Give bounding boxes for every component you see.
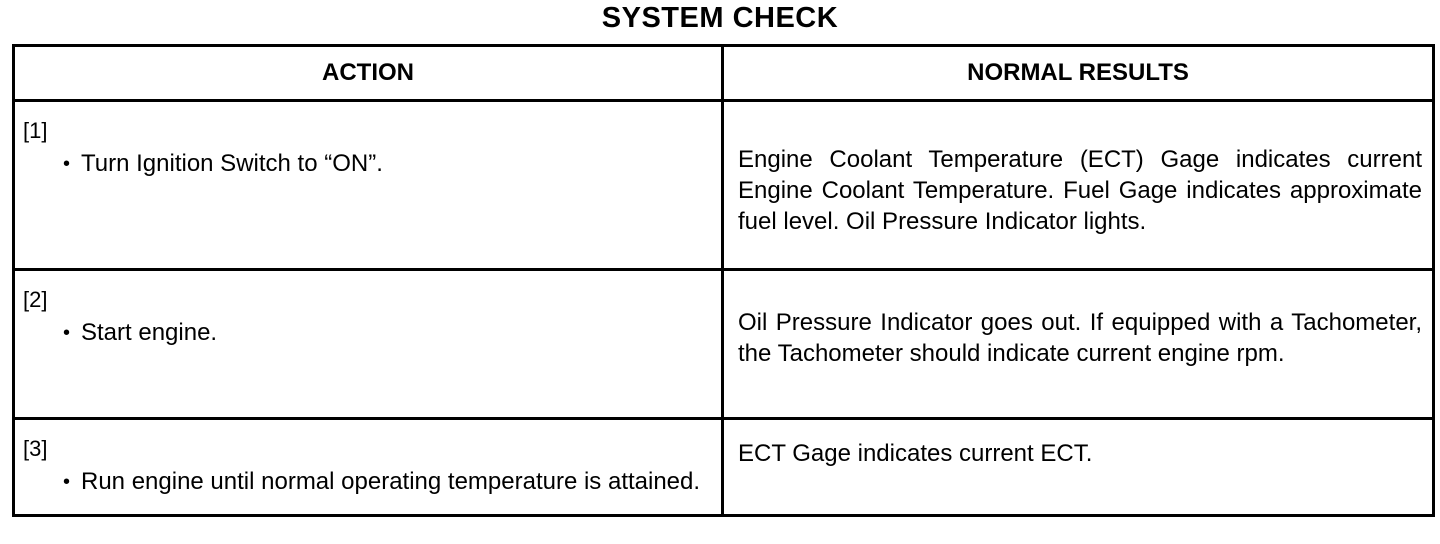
bullet-icon: • (63, 471, 71, 493)
action-text: Start engine. (81, 319, 218, 346)
action-column-header: ACTION (14, 46, 723, 101)
step-number: [3] (23, 436, 48, 461)
table-row (14, 101, 1434, 270)
step-number: [1] (23, 118, 48, 143)
normal-results-column-header: NORMAL RESULTS (723, 46, 1434, 101)
action-text: Turn Ignition Switch to “ON”. (81, 150, 383, 177)
action-cell (14, 101, 723, 270)
step-number: [2] (23, 287, 48, 312)
result-text: ECT Gage indicates current ECT. (738, 440, 1093, 467)
action-cell (14, 419, 723, 516)
result-cell (723, 101, 1434, 270)
result-cell (723, 419, 1434, 516)
action-text: Run engine until normal operating temperature is attained. (81, 468, 701, 495)
bullet-icon: • (63, 322, 71, 344)
table-row (14, 270, 1434, 419)
document-title: SYSTEM CHECK (601, 2, 839, 34)
result-cell (723, 270, 1434, 419)
result-text: Engine Coolant Temperature (ECT) Gage indicates current Engine Coolant Temperature. Fuel Gage indicates approximate fuel level. Oil Pressure Indicator lights. (738, 146, 1422, 235)
table-row (14, 419, 1434, 516)
action-item (63, 317, 713, 349)
result-text: Oil Pressure Indicator goes out. If equipped with a Tachometer, the Tachometer should indicate current engine rpm. (738, 309, 1422, 367)
action-item (63, 148, 713, 180)
system-check-table (12, 44, 1435, 517)
action-item (63, 466, 713, 498)
table-header-row (14, 46, 1434, 101)
action-cell (14, 270, 723, 419)
bullet-icon: • (63, 153, 71, 175)
